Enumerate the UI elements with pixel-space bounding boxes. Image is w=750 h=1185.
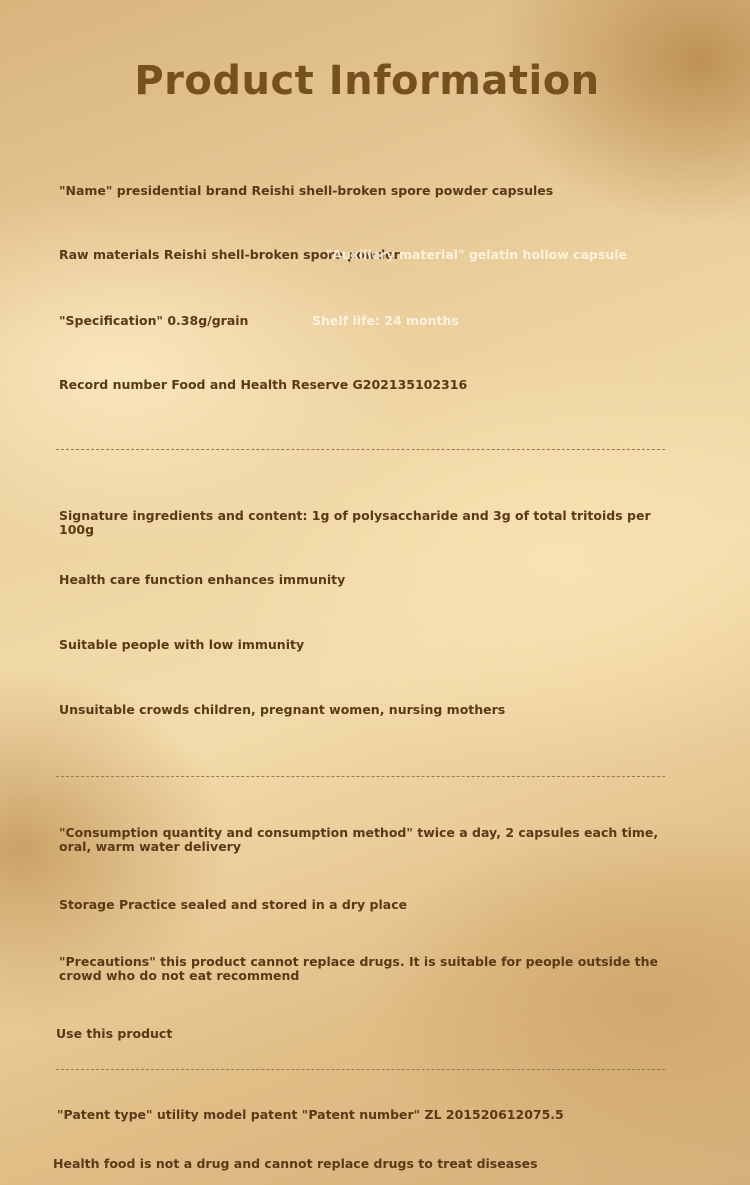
raw-materials-line: Raw materials Reishi shell-broken spore powder bbox=[59, 247, 400, 262]
disclaimer-line: Health food is not a drug and cannot replace drugs to treat diseases bbox=[53, 1156, 538, 1171]
storage-line: Storage Practice sealed and stored in a dry place bbox=[59, 897, 408, 912]
divider-1 bbox=[56, 449, 665, 450]
consumption-line: "Consumption quantity and consumption method" twice a day, 2 capsules each time, oral, warm water delivery bbox=[59, 825, 659, 854]
precautions-line: "Precautions" this product cannot replace drugs. It is suitable for people outside the crowd who do not eat recommend bbox=[59, 954, 659, 983]
specification-line: "Specification" 0.38g/grain bbox=[59, 313, 249, 328]
page-title: Product Information bbox=[134, 58, 600, 104]
product-name-line: "Name" presidential brand Reishi shell-broken spore powder capsules bbox=[59, 183, 554, 198]
unsuitable-crowds-line: Unsuitable crowds children, pregnant women, nursing mothers bbox=[59, 702, 506, 717]
divider-3 bbox=[56, 1069, 665, 1070]
shelf-life-line: Shelf life: 24 months bbox=[312, 313, 459, 328]
record-number-line: Record number Food and Health Reserve G202135102316 bbox=[59, 377, 468, 392]
use-product-line: Use this product bbox=[56, 1026, 173, 1041]
patent-line: "Patent type" utility model patent "Patent number" ZL 201520612075.5 bbox=[57, 1107, 564, 1122]
auxiliary-material-line: "Auxiliary material" gelatin hollow capsule bbox=[325, 247, 627, 262]
divider-2 bbox=[56, 776, 665, 777]
health-function-line: Health care function enhances immunity bbox=[59, 572, 346, 587]
ingredients-line: Signature ingredients and content: 1g of polysaccharide and 3g of total tritoids per 100g bbox=[59, 508, 651, 537]
suitable-people-line: Suitable people with low immunity bbox=[59, 637, 305, 652]
